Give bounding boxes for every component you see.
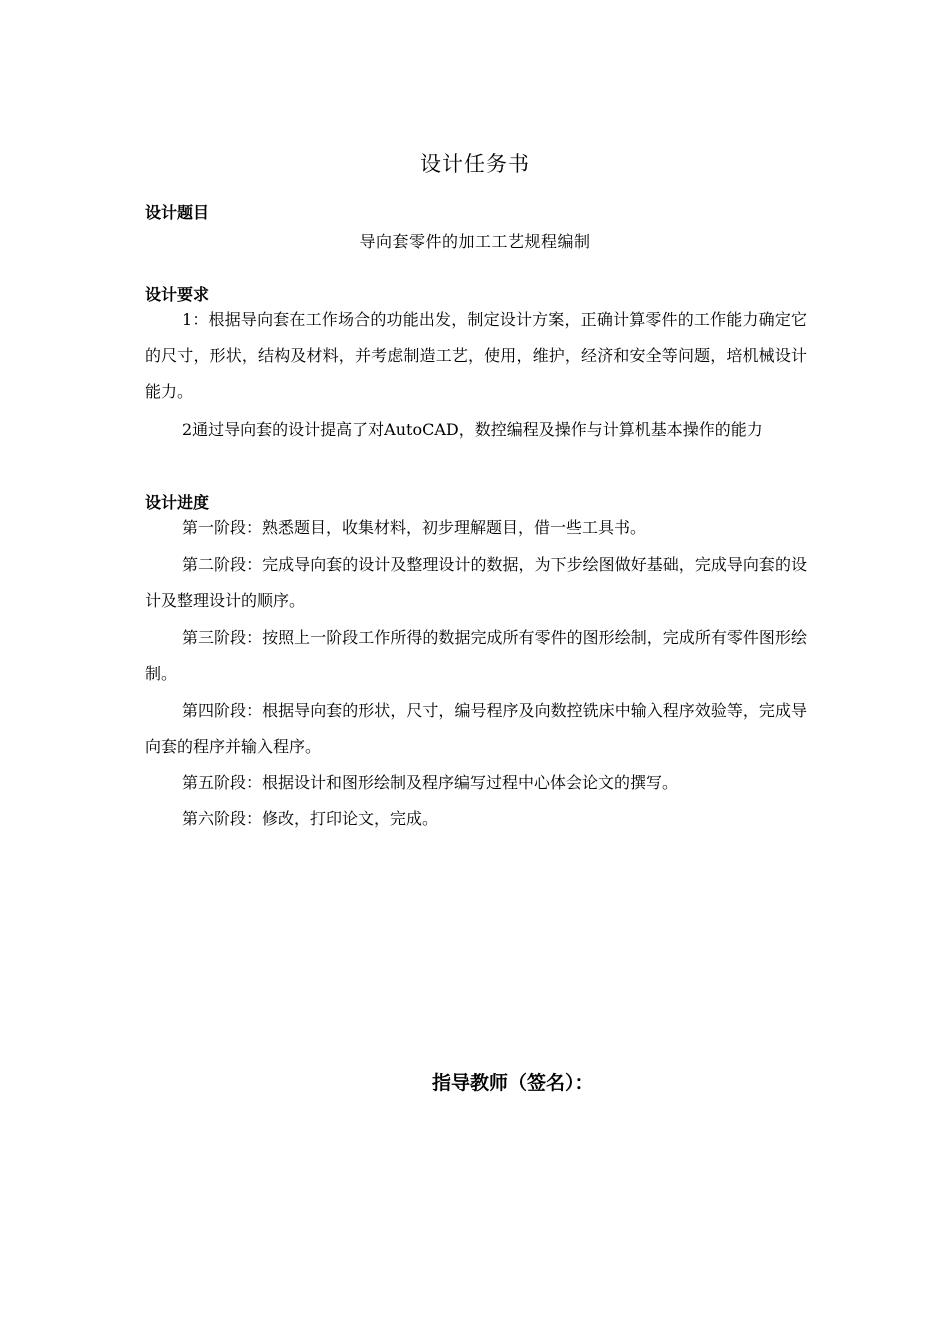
advisor-signature-label: 指导教师（签名）： bbox=[432, 1072, 594, 1094]
schedule-item-1: 第一阶段：熟悉题目，收集材料，初步理解题目，借一些工具书。 bbox=[182, 518, 647, 537]
document-title: 设计任务书 bbox=[420, 152, 530, 176]
requirement-item-1: 1：根据导向套在工作场合的功能出发，制定设计方案，正确计算零件的工作能力确定它的尺寸，形状，结构及材料，并考虑制造工艺，使用，维护，经济和安全等问题，培机械设计能力。 bbox=[145, 310, 807, 401]
schedule-item-6: 第六阶段：修改，打印论文，完成。 bbox=[182, 809, 439, 828]
schedule-item-2: 第二阶段：完成导向套的设计及整理设计的数据，为下步绘图做好基础，完成导向套的设计及整理设计的顺序。 bbox=[145, 555, 807, 610]
schedule-item-3: 第三阶段：按照上一阶段工作所得的数据完成所有零件的图形绘制，完成所有零件图形绘制。 bbox=[145, 628, 807, 683]
design-topic: 导向套零件的加工工艺规程编制 bbox=[359, 232, 591, 251]
requirement-item-2: 2通过导向套的设计提高了对AutoCAD，数控编程及操作与计算机基本操作的能力 bbox=[182, 420, 763, 439]
schedule-item-5: 第五阶段：根据设计和图形绘制及程序编写过程中心体会论文的撰写。 bbox=[182, 773, 679, 792]
requirements-heading: 设计要求 bbox=[145, 285, 210, 304]
schedule-heading: 设计进度 bbox=[145, 493, 210, 512]
topic-heading: 设计题目 bbox=[145, 203, 210, 222]
schedule-item-4: 第四阶段：根据导向套的形状，尺寸，编号程序及向数控铣床中输入程序效验等，完成导向套的程序并输入程序。 bbox=[145, 701, 807, 756]
